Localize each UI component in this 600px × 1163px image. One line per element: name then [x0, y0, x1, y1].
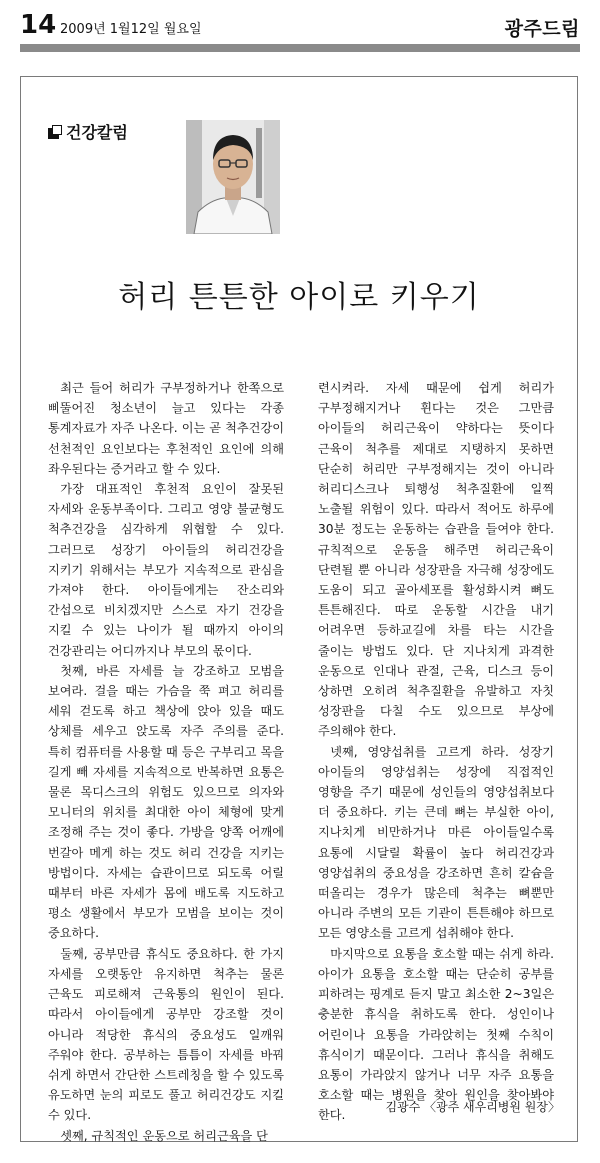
paragraph: 넷째, 영양섭취를 고르게 하라. 성장기 아이들의 영양섭취는 성장에 직접적인 영향을 주기 때문에 성인들의 영양섭취보다 더 중요하다. 키는 큰데 뼈는 부실한 아이, 지나치게 비만하거나 마른 아이들일수록 요통에 시달릴 확률이 높다 허리건강과 영양섭취의 중요성을 강조하면 흔히 칼슘을 떠올리는 경우가 많은데 척추는 뼈뿐만 아니라 주변의 모든 기관이 튼튼해야 하므로 모든 영양소를 고르게 섭취해야 한다.: [318, 744, 554, 941]
issue-date: 2009년 1월12일 월요일: [60, 22, 202, 37]
article-body-left: [48, 378, 284, 1146]
masthead-rule: [20, 44, 580, 52]
paragraph: 둘째, 공부만큼 휴식도 중요하다. 한 가지 자세를 오랫동안 유지하면 척추는 물론 근육도 피로해져 근육통의 원인이 된다. 따라서 아이들에게 공부만 강조할 것이 아니라 적당한 휴식의 중요성도 일깨워 주워야 한다. 공부하는 틈틈이 자세를 바꿔 쉬게 하면서 간단한 스트레칭을 할 수 있도록 유도하면 눈의 피로도 풀고 허리건강도 지킬 수 있다.: [48, 946, 284, 1123]
paragraph: 최근 들어 허리가 구부정하거나 한쪽으로 삐뚤어진 청소년이 늘고 있다는 각종 통계자료가 자주 나온다. 이는 곧 척추건강이 선천적인 요인보다는 후천적인 요인에 의해 좌우된다는 증거라고 할 수 있다.: [48, 381, 284, 476]
page-number: 14: [20, 10, 57, 40]
column-label: [48, 120, 128, 143]
paragraph: 첫째, 바른 자세를 늘 강조하고 모범을 보여라. 걸을 때는 가슴을 쭉 펴고 허리를 세워 걷도록 하고 책상에 앉아 있을 때도 상체를 세우고 앉도록 자주 주의를 준다. 특히 컴퓨터를 사용할 때 등은 구부리고 목을 길게 빼 자세를 지속적으로 반복하면 요통은 물론 목디스크의 위험도 있으므로 의자와 모니터의 위치를 최대한 아이 체형에 맞게 조정해 주는 것이 좋다. 가방을 양쪽 어깨에 번갈아 메게 하는 것도 허리 건강을 지키는 방법이다. 자세는 습관이므로 되도록 어릴 때부터 바른 자세가 몸에 배도록 지도하고 평소 생활에서 부모가 모범을 보이는 것이 중요하다.: [48, 663, 284, 941]
paragraph: 가장 대표적인 후천적 요인이 잘못된 자세와 운동부족이다. 그리고 영양 불균형도 척추건강을 심각하게 위협할 수 있다. 그러므로 성장기 아이들의 허리건강을 지키기 위해서는 부모가 지속적으로 관심을 가져야 한다. 아이들에게는 잔소리와 간섭으로 비치겠지만 스스로 자기 건강을 지킬 수 있는 나이가 될 때까지 아이의 건강관리는 어디까지나 부모의 몫이다.: [48, 482, 284, 658]
column-label-icon: [48, 125, 62, 139]
article-body-right: [318, 378, 554, 1126]
masthead: [20, 12, 580, 42]
column-label-text: 건강칼럼: [66, 123, 128, 142]
article-title: 허리 튼튼한 아이로 키우기: [118, 280, 480, 315]
publication-name: 광주드림: [504, 18, 580, 40]
paragraph: 셋째, 규칙적인 운동으로 허리근육을 단: [60, 1128, 268, 1143]
paragraph: 마지막으로 요통을 호소할 때는 쉬게 하라. 아이가 요통을 호소할 때는 단순히 공부를 피하려는 핑계로 듣지 말고 최소한 2~3일은 충분한 휴식을 취하도록 한다. 성인이나 어린이나 요통을 가라앉히는 첫째 수칙이 휴식이기 때문이다. 그러나 휴식을 취해도 요통이 가라앉지 않거나 너무 자주 요통을 호소할 때는 병원을 찾아 원인을 찾아봐야 한다.: [318, 946, 554, 1123]
author-portrait-icon: [186, 120, 280, 234]
author-byline: 김광수 〈광주 새우리병원 원장〉: [385, 1100, 560, 1114]
paragraph-continued: 련시켜라. 자세 때문에 쉽게 허리가 구부정해지거나 휜다는 것은 그만큼 아이들의 허리근육이 약하다는 뜻이다 근육이 척추를 제대로 지탱하지 못하면 단순히 허리만 구부정해지는 것이 아니라 허리디스크나 퇴행성 척추질환에 일찍 노출될 위험이 있다. 따라서 적어도 하루에 30분 정도는 운동하는 습관을 들여야 한다. 규칙적으로 운동을 해주면 허리근육이 단련될 뿐 아니라 성장판을 자극해 성장에도 도움이 되고 골아세포를 활성화시켜 뼈도 튼튼해진다. 따로 운동할 시간을 내기 어려우면 등하교길에 차를 타는 시간을 줄이는 방법도 있다. 단 지나치게 과격한 운동으로 인대나 관절, 근육, 디스크 등이 상하면 오히려 척추질환을 유발하고 자칫 성장판을 다칠 수도 있으므로 부상에 주의해야 한다.: [318, 381, 554, 739]
